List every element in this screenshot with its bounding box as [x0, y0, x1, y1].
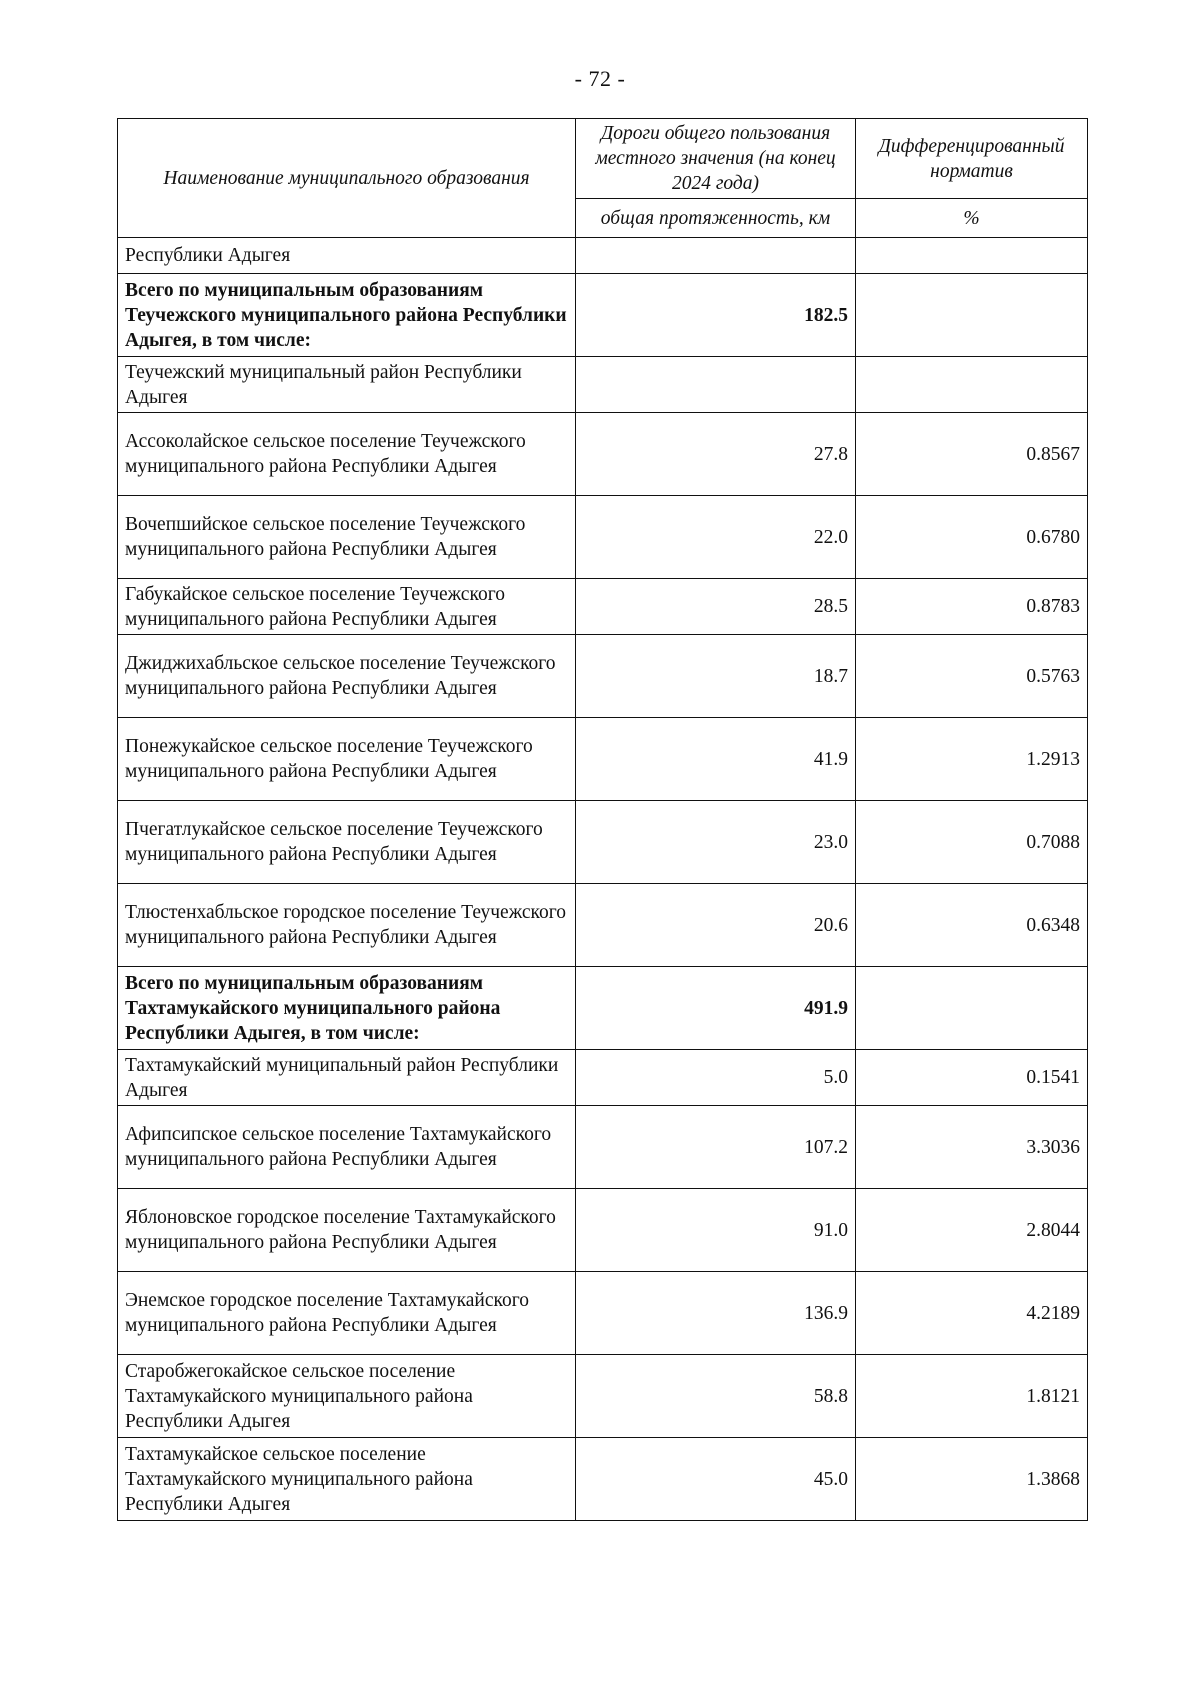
table-row [118, 413, 1088, 496]
norm-percent: 1.8121 [856, 1355, 1088, 1438]
header-norm-unit: % [856, 199, 1088, 238]
road-length: 18.7 [576, 635, 856, 718]
road-length: 28.5 [576, 579, 856, 635]
table-row [118, 1438, 1088, 1521]
table-row [118, 884, 1088, 967]
norm-percent: 3.3036 [856, 1106, 1088, 1189]
norm-percent: 0.5763 [856, 635, 1088, 718]
municipality-name: Всего по муниципальным образованиям Теучежского муниципального района Республики Адыгея, в том числе: [118, 274, 576, 357]
norm-percent: 0.8783 [856, 579, 1088, 635]
road-length: 91.0 [576, 1189, 856, 1272]
table-row [118, 1050, 1088, 1106]
municipality-name: Республики Адыгея [118, 238, 576, 274]
norm-percent [856, 357, 1088, 413]
municipality-name: Тлюстенхабльское городское поселение Теучежского муниципального района Республики Адыгея [118, 884, 576, 967]
header-municipality: Наименование муниципального образования [118, 119, 576, 238]
page-number: - 72 - [574, 66, 626, 91]
road-length: 491.9 [576, 967, 856, 1050]
municipality-name: Пчегатлукайское сельское поселение Теучежского муниципального района Республики Адыгея [118, 801, 576, 884]
road-length: 58.8 [576, 1355, 856, 1438]
municipality-name: Афипсипское сельское поселение Тахтамукайского муниципального района Республики Адыгея [118, 1106, 576, 1189]
road-length [576, 238, 856, 274]
norm-percent: 0.1541 [856, 1050, 1088, 1106]
road-length: 107.2 [576, 1106, 856, 1189]
table-row [118, 1272, 1088, 1355]
table-row [118, 1106, 1088, 1189]
road-length: 136.9 [576, 1272, 856, 1355]
road-length: 45.0 [576, 1438, 856, 1521]
table-row [118, 635, 1088, 718]
norm-percent [856, 967, 1088, 1050]
road-length: 23.0 [576, 801, 856, 884]
municipality-name: Ассоколайское сельское поселение Теучежского муниципального района Республики Адыгея [118, 413, 576, 496]
table-row-total [118, 274, 1088, 357]
road-length: 5.0 [576, 1050, 856, 1106]
roads-norm-table [117, 118, 1088, 1521]
municipality-name: Габукайское сельское поселение Теучежского муниципального района Республики Адыгея [118, 579, 576, 635]
road-length: 22.0 [576, 496, 856, 579]
road-length: 27.8 [576, 413, 856, 496]
road-length: 20.6 [576, 884, 856, 967]
municipality-name: Яблоновское городское поселение Тахтамукайского муниципального района Республики Адыгея [118, 1189, 576, 1272]
road-length: 41.9 [576, 718, 856, 801]
table-row [118, 238, 1088, 274]
municipality-name: Вочепшийское сельское поселение Теучежского муниципального района Республики Адыгея [118, 496, 576, 579]
norm-percent: 0.8567 [856, 413, 1088, 496]
norm-percent [856, 238, 1088, 274]
norm-percent [856, 274, 1088, 357]
header-norm: Дифференцированный норматив [856, 119, 1088, 199]
table-row [118, 718, 1088, 801]
table-row [118, 496, 1088, 579]
road-length: 182.5 [576, 274, 856, 357]
norm-percent: 1.2913 [856, 718, 1088, 801]
table-row [118, 801, 1088, 884]
municipality-name: Тахтамукайский муниципальный район Республики Адыгея [118, 1050, 576, 1106]
municipality-name: Понежукайское сельское поселение Теучежского муниципального района Республики Адыгея [118, 718, 576, 801]
table-row-total [118, 967, 1088, 1050]
norm-percent: 0.7088 [856, 801, 1088, 884]
municipality-name: Джиджихабльское сельское поселение Теучежского муниципального района Республики Адыгея [118, 635, 576, 718]
municipality-name: Тахтамукайское сельское поселение Тахтамукайского муниципального района Республики Адыгея [118, 1438, 576, 1521]
norm-percent: 1.3868 [856, 1438, 1088, 1521]
table-row [118, 1355, 1088, 1438]
municipality-name: Энемское городское поселение Тахтамукайского муниципального района Республики Адыгея [118, 1272, 576, 1355]
norm-percent: 4.2189 [856, 1272, 1088, 1355]
road-length [576, 357, 856, 413]
header-roads: Дороги общего пользования местного значения (на конец 2024 года) [576, 119, 856, 199]
table-row [118, 1189, 1088, 1272]
municipality-name: Старобжегокайское сельское поселение Тахтамукайского муниципального района Республики Адыгея [118, 1355, 576, 1438]
table-row [118, 357, 1088, 413]
norm-percent: 2.8044 [856, 1189, 1088, 1272]
table-row [118, 579, 1088, 635]
table-header [118, 119, 1088, 238]
municipality-name: Теучежский муниципальный район Республики Адыгея [118, 357, 576, 413]
norm-percent: 0.6780 [856, 496, 1088, 579]
table-body [118, 238, 1088, 1521]
municipality-name: Всего по муниципальным образованиям Тахтамукайского муниципального района Республики Адыгея, в том числе: [118, 967, 576, 1050]
header-roads-unit: общая протяженность, км [576, 199, 856, 238]
norm-percent: 0.6348 [856, 884, 1088, 967]
